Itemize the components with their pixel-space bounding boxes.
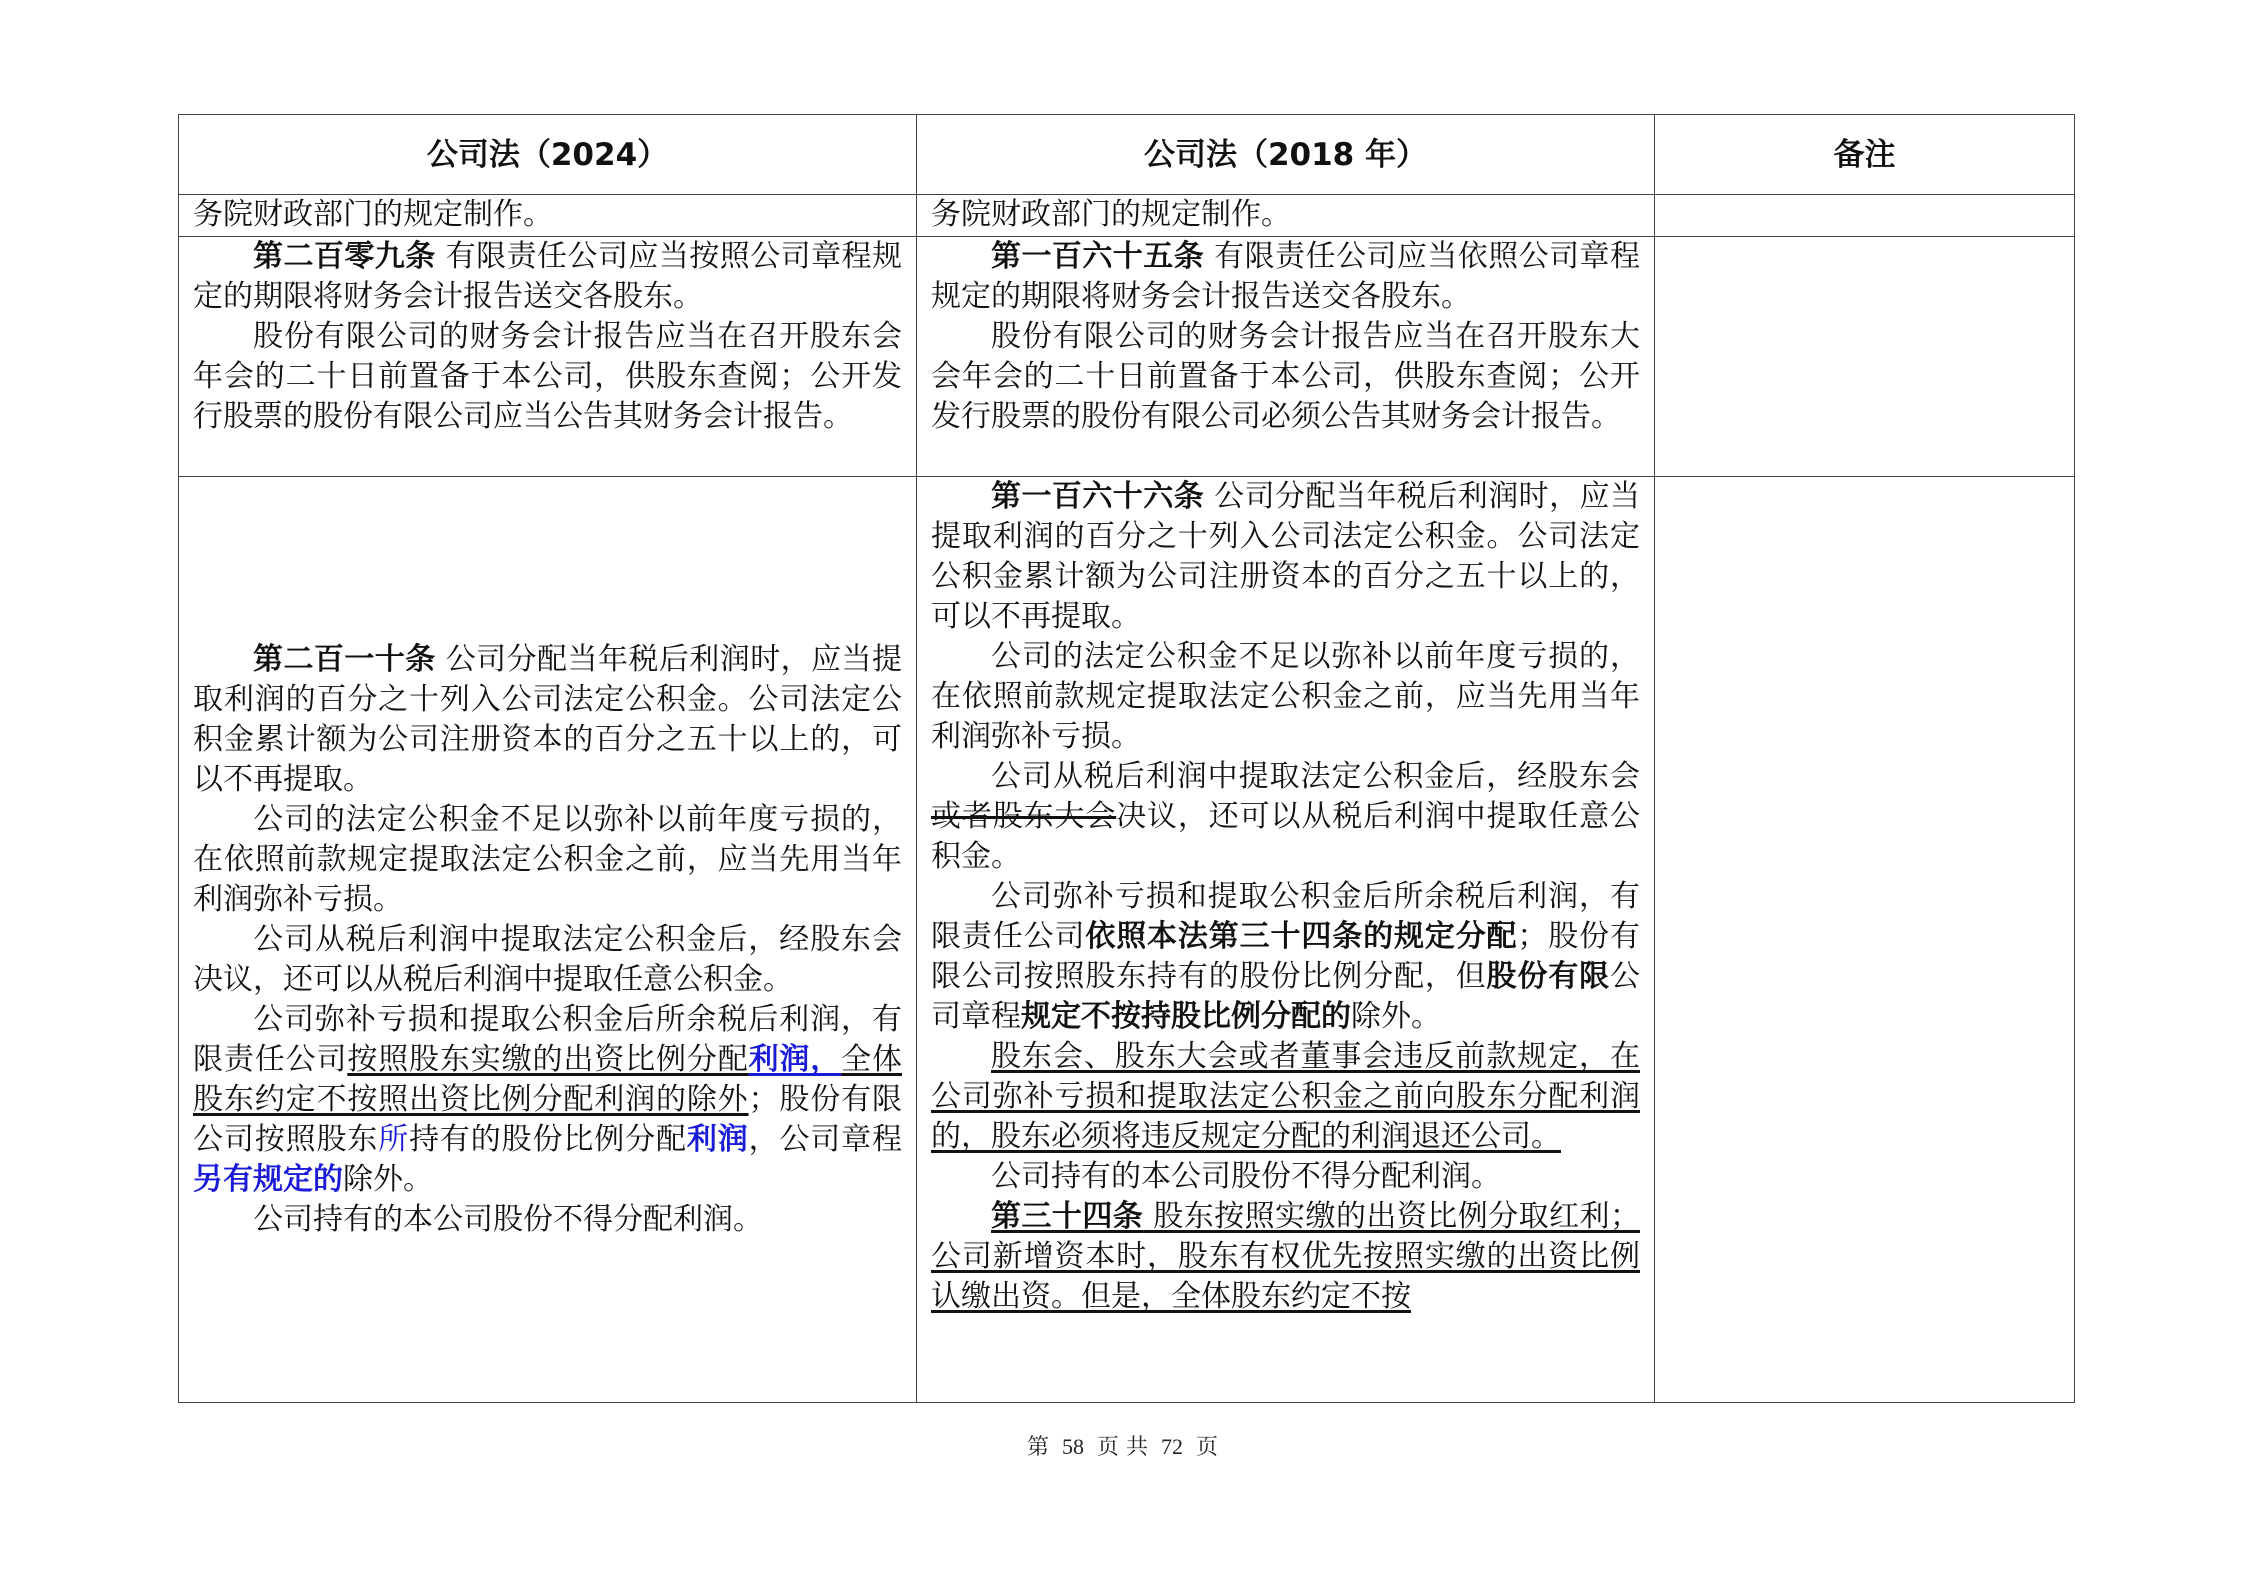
bold-text: 股份有限 [1486,959,1611,994]
article-number: 第一百六十六条 [991,479,1205,514]
row1-left: 务院财政部门的规定制作。 [179,195,917,237]
header-note: 备注 [1655,115,2075,195]
article-paragraph: 第二百零九条 有限责任公司应当按照公司章程规定的期限将财务会计报告送交各股东。 [193,239,902,314]
article-paragraph: 第二百一十条 公司分配当年税后利润时，应当提取利润的百分之十列入公司法定公积金。公司法定公积金累计额为公司注册资本的百分之五十以上的，可以不再提取。 [193,641,902,797]
underlined-text: 按照股东实缴的出资比例分配 [347,1041,749,1077]
bold-text: 依照本法第三十四条的规定分配 [1085,919,1518,954]
deleted-text: 或者股东大会 [931,799,1117,834]
row2-right [917,237,1655,477]
row3-left [179,477,917,1403]
underlined-text: 股东会、股东大会或者董事会违反前款规定，在公司弥补亏损和提取法定公积金之前向股东分配利润的，股东必须将违反规定分配的利润退还公司。 [931,1039,1640,1154]
article-paragraph: 股份有限公司的财务会计报告应当在召开股东会年会的二十日前置备于本公司，供股东查阅；公开发行股票的股份有限公司应当公告其财务会计报告。 [193,319,902,434]
row2-left [179,237,917,477]
article-number: 第一百六十五条 [991,239,1205,274]
comparison-table [178,114,2075,1403]
row3-note [1655,477,2075,1403]
bold-text: 规定不按持股比例分配的 [1021,999,1351,1034]
table-row [179,477,2075,1403]
article-paragraph: 公司持有的本公司股份不得分配利润。 [253,1201,763,1237]
article-paragraph: 公司持有的本公司股份不得分配利润。 [991,1159,1501,1194]
table-row [179,237,2075,477]
article-number: 第二百零九条 [253,239,436,274]
underlined-text: 第三十四条 股东按照实缴的出资比例分取红利；公司新增资本时，股东有权优先按照实缴的出资比例认缴出资。但是，全体股东约定不按 [931,1199,1641,1314]
total-pages: 72 [1161,1434,1183,1459]
highlighted-text: 所 [378,1121,410,1157]
article-paragraph: 公司从税后利润中提取法定公积金后，经股东会决议，还可以从税后利润中提取任意公积金。 [193,921,902,997]
page-number: 58 [1062,1434,1084,1459]
header-2024: 公司法（2024） [179,115,917,195]
table-header-row [179,115,2075,195]
article-paragraph: 股份有限公司的财务会计报告应当在召开股东大会年会的二十日前置备于本公司，供股东查阅；公开发行股票的股份有限公司必须公告其财务会计报告。 [931,319,1640,434]
table-row [179,195,2075,237]
underlined-text: 全体股东约定不按照出资比例分配利润的除外 [193,1041,903,1117]
header-2018: 公司法（2018 年） [917,115,1655,195]
article-paragraph: 公司弥补亏损和提取公积金后所余税后利润，有限责任公司依照本法第三十四条的规定分配；股份有限公司按照股东持有的股份比例分配，但股份有限公司章程规定不按持股比例分配的除外。 [931,879,1641,1034]
highlighted-text: 利润， [748,1041,842,1077]
highlighted-text: 另有规定的 [193,1161,343,1197]
article-paragraph: 公司的法定公积金不足以弥补以前年度亏损的，在依照前款规定提取法定公积金之前，应当先用当年利润弥补亏损。 [193,801,902,917]
article-number: 第三十四条 [991,1199,1144,1234]
highlighted-text: 利润 [686,1121,749,1157]
row1-note [1655,195,2075,237]
article-paragraph: 公司弥补亏损和提取公积金后所余税后利润，有限责任公司按照股东实缴的出资比例分配利润，全体股东约定不按照出资比例分配利润的除外；股份有限公司按照股东所持有的股份比例分配利润，公司章程另有规定的除外。 [193,1001,903,1197]
article-paragraph: 公司从税后利润中提取法定公积金后，经股东会或者股东大会决议，还可以从税后利润中提取任意公积金。 [931,759,1641,874]
article-paragraph: 第一百六十六条 公司分配当年税后利润时，应当提取利润的百分之十列入公司法定公积金。公司法定公积金累计额为公司注册资本的百分之五十以上的，可以不再提取。 [931,479,1640,634]
article-paragraph [931,1037,1640,1157]
row1-right: 务院财政部门的规定制作。 [917,195,1655,237]
article-paragraph: 公司的法定公积金不足以弥补以前年度亏损的，在依照前款规定提取法定公积金之前，应当先用当年利润弥补亏损。 [931,639,1640,754]
row2-note [1655,237,2075,477]
page-footer: 第 58 页 共 72 页 [1026,1434,1219,1460]
article-paragraph [931,1197,1640,1317]
row3-right [917,477,1655,1403]
article-paragraph: 第一百六十五条 有限责任公司应当依照公司章程规定的期限将财务会计报告送交各股东。 [931,239,1640,314]
article-number: 第二百一十条 [253,641,436,677]
